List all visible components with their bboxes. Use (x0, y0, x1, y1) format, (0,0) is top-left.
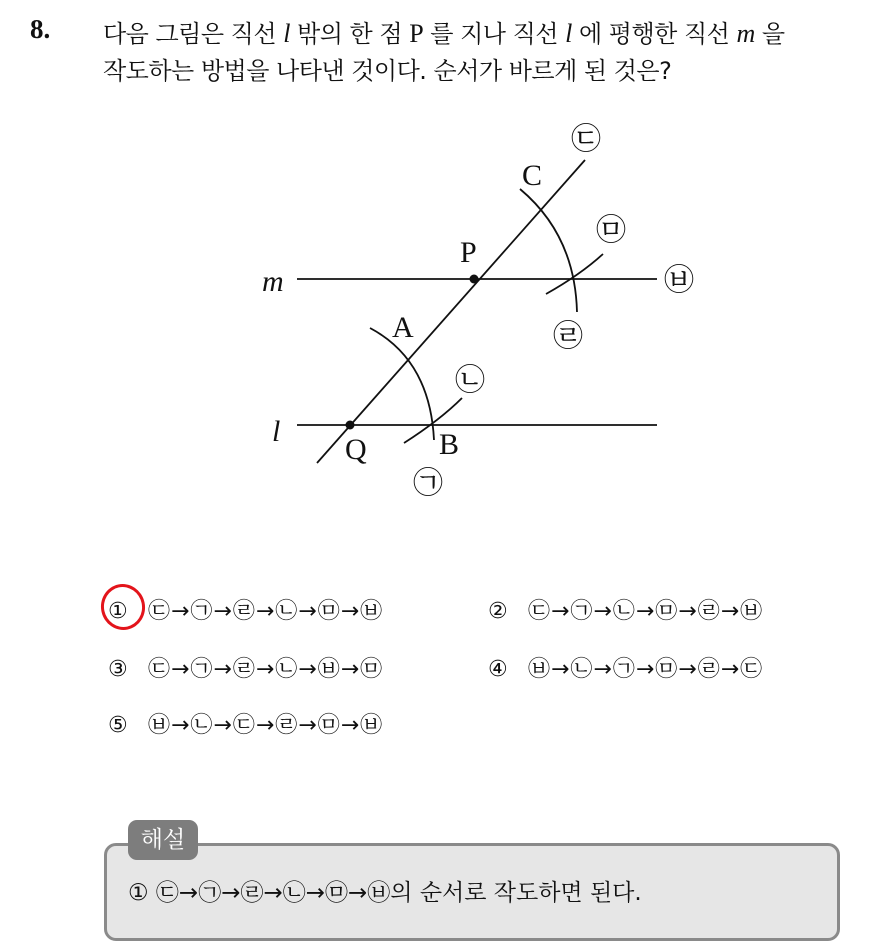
label-l: l (272, 415, 281, 448)
marker-digeut: ㉢ (571, 122, 601, 157)
arc-giyeok (370, 328, 434, 440)
choice-5[interactable]: ⑤ ㉥→㉡→㉢→㉣→㉤→㉥ (108, 713, 384, 738)
question-number: 8. (30, 14, 51, 44)
choice-2[interactable]: ② ㉢→㉠→㉡→㉤→㉣→㉥ (488, 599, 764, 624)
label-P: P (460, 236, 477, 269)
marker-giyeok: ㉠ (413, 466, 443, 501)
label-m: m (262, 265, 284, 298)
label-A: A (392, 311, 414, 344)
marker-nieun: ㉡ (455, 363, 485, 398)
question-line-2: 작도하는 방법을 나타낸 것이다. 순서가 바르게 된 것은? (103, 57, 672, 85)
question-line-1: 다음 그림은 직선 l 밖의 한 점 P 를 지나 직선 l 에 평행한 직선 m 을 (103, 19, 785, 48)
transversal-line (317, 160, 585, 463)
solution-text: ① ㉢→㉠→㉣→㉡→㉤→㉥의 순서로 작도하면 된다. (128, 880, 642, 906)
marker-rieul: ㉣ (553, 319, 583, 354)
solution-tag: 해설 (128, 820, 198, 860)
label-B: B (439, 428, 460, 461)
point-Q-dot (346, 421, 355, 430)
choice-4[interactable]: ④ ㉥→㉡→㉠→㉤→㉣→㉢ (488, 657, 764, 682)
choice-1[interactable]: ① ㉢→㉠→㉣→㉡→㉤→㉥ (108, 599, 384, 624)
label-C: C (522, 159, 543, 192)
marker-bieup: ㉥ (664, 263, 694, 298)
choice-3[interactable]: ③ ㉢→㉠→㉣→㉡→㉥→㉤ (108, 657, 384, 682)
answer-mark-circle (97, 580, 150, 634)
point-P-dot (470, 275, 479, 284)
marker-mieum: ㉤ (596, 213, 626, 248)
label-Q: Q (345, 433, 367, 466)
